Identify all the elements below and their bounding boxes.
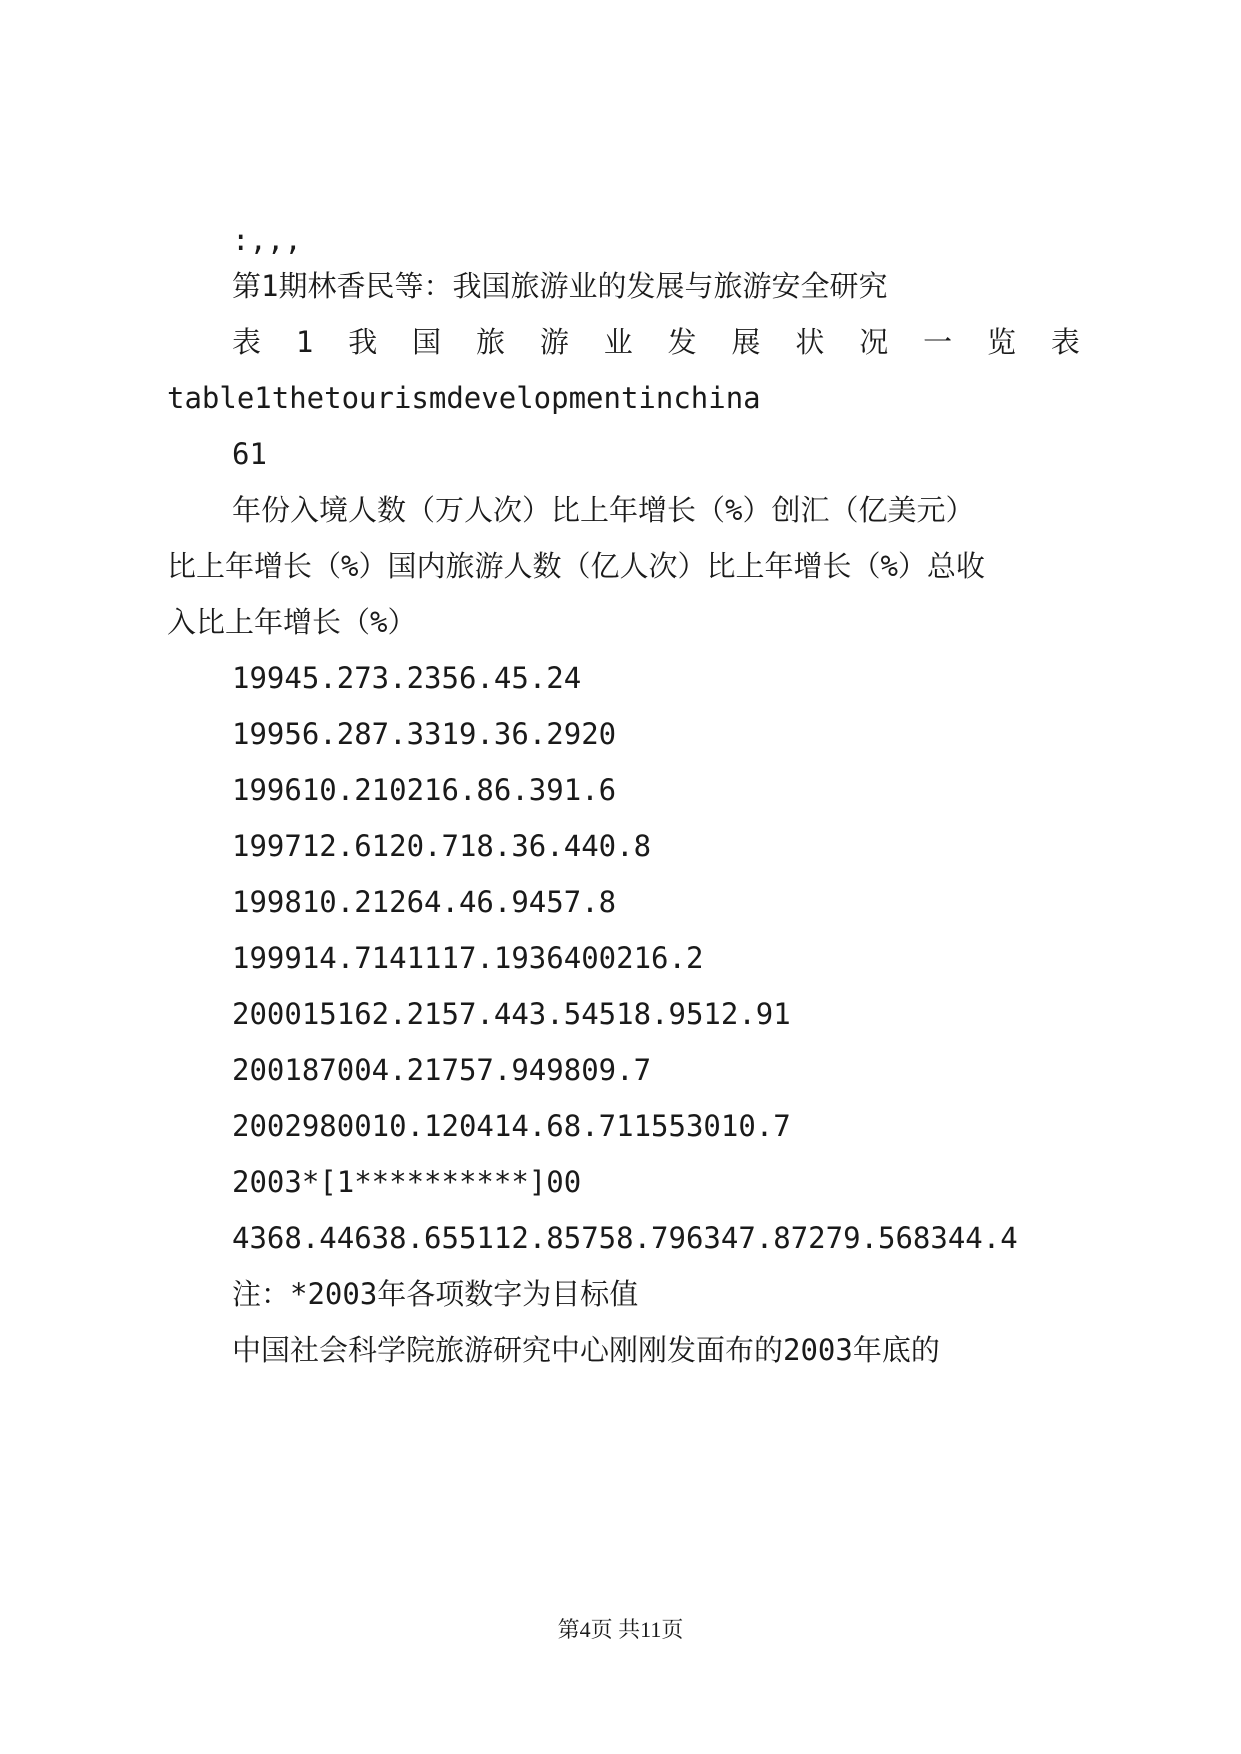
- caption-char: 业: [603, 325, 633, 359]
- caption-char: 旅: [475, 325, 505, 359]
- caption-char: 表: [1050, 325, 1080, 359]
- caption-char: 展: [731, 325, 761, 359]
- column-header-line-2: 比上年增长（%）国内旅游人数（亿人次）比上年增长（%）总收: [167, 549, 985, 583]
- caption-char: 游: [539, 325, 569, 359]
- table-row: 2002980010.120414.68.711553010.7: [232, 1109, 791, 1143]
- column-header-line-3: 入比上年增长（%）: [167, 605, 417, 639]
- page-footer: 第4页 共11页: [557, 1617, 684, 1642]
- caption-char: 览: [986, 325, 1016, 359]
- caption-char: 发: [667, 325, 697, 359]
- table-row: 19945.273.2356.45.24: [232, 661, 582, 695]
- caption-char: 状: [795, 325, 825, 359]
- caption-char: 我: [348, 325, 378, 359]
- page-marker: 61: [232, 437, 267, 471]
- caption-char: 国: [412, 325, 442, 359]
- table-row: 199914.7141117.1936400216.2: [232, 941, 704, 975]
- caption-char: 一: [923, 325, 953, 359]
- table-row: 2003*[1**********]00: [232, 1165, 582, 1199]
- table-row: 199712.6120.718.36.440.8: [232, 829, 652, 863]
- caption-char: 1: [295, 325, 314, 359]
- table-row: 200187004.21757.949809.7: [232, 1053, 652, 1087]
- table-row: 19956.287.3319.36.2920: [232, 717, 617, 751]
- table-row: 200015162.2157.443.54518.9512.91: [232, 997, 791, 1031]
- body-text-line: 中国社会科学院旅游研究中心刚刚发面布的2003年底的: [232, 1333, 940, 1367]
- table-caption-english: table1thetourismdevelopmentinchina: [167, 381, 761, 415]
- caption-char: 表: [232, 325, 262, 359]
- caption-char: 况: [859, 325, 889, 359]
- table-caption: [232, 324, 1080, 360]
- column-header-line-1: 年份入境人数（万人次）比上年增长（%）创汇（亿美元）: [232, 493, 975, 527]
- table-row: 199810.21264.46.9457.8: [232, 885, 617, 919]
- table-row: 199610.210216.86.391.6: [232, 773, 617, 807]
- table-row: 4368.44638.655112.85758.796347.87279.568344.4: [232, 1221, 1018, 1255]
- header-line: 第1期林香民等：我国旅游业的发展与旅游安全研究: [232, 269, 888, 303]
- table-note: 注：*2003年各项数字为目标值: [232, 1277, 639, 1311]
- punctuation-line: :,,,: [232, 223, 302, 257]
